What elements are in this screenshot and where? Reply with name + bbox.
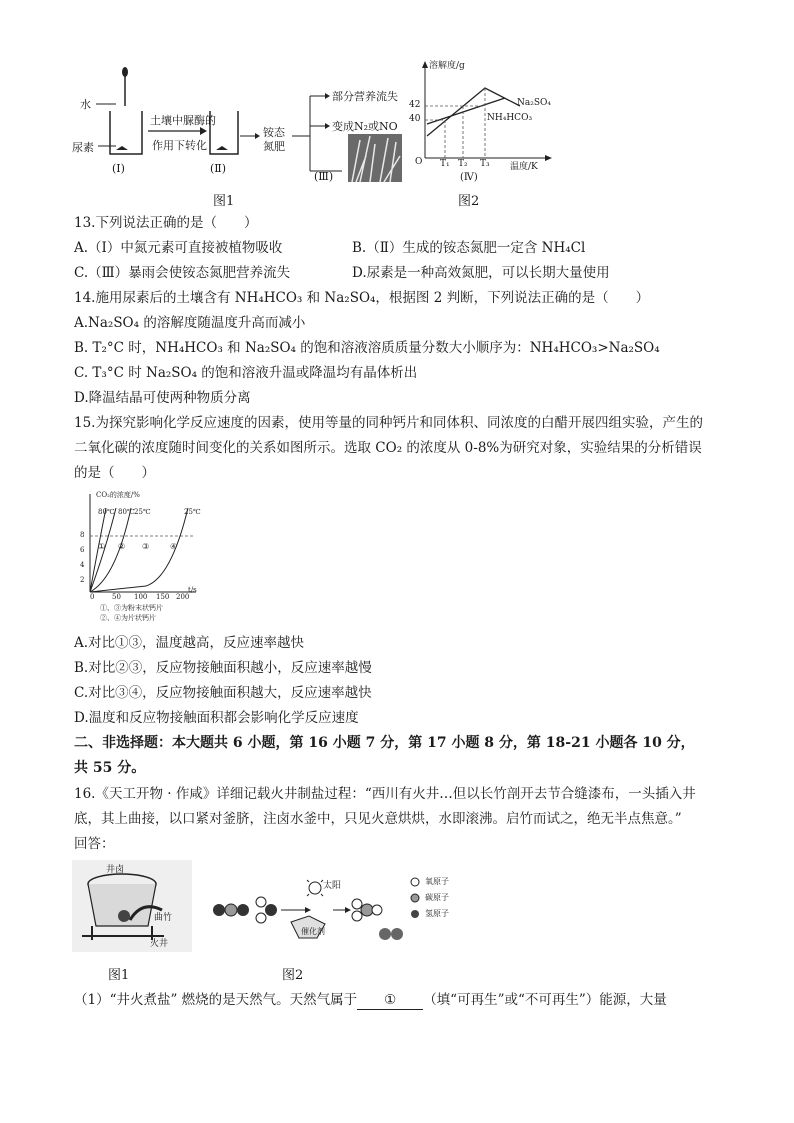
fire-well-drawing xyxy=(72,860,192,952)
fig2-xtick-t2: T₂ xyxy=(458,159,468,169)
q14-option-a: A.Na₂SO₄ 的溶解度随温度升高而减小 xyxy=(74,315,306,331)
q15-line-2: 二氧化碳的浓度随时间变化的关系如图所示。选取 CO₂ 的浓度从 0-8%为研究对象，实验结果的分析错误 xyxy=(74,440,702,456)
stage-1-label: (Ⅰ) xyxy=(112,162,125,175)
co2-curve-4: ④ xyxy=(170,542,178,551)
q13-option-d: D.尿素是一种高效氮肥，可以长期大量使用 xyxy=(352,265,610,281)
q15-line-1: 15.为探究影响化学反应速度的因素，使用等量的同种钙片和同体积、同浓度的白醋开展四组实验，产生的 xyxy=(74,415,703,431)
product-molecule-1 xyxy=(352,899,382,921)
fire-well-label-bamboo: 曲竹 xyxy=(154,913,173,923)
q16-sub-1-text-b: （填“可再生”或“不可再生”）能源，大量 xyxy=(423,992,667,1008)
q15-option-b: B.对比②③，反应物接触面积越小，反应速率越慢 xyxy=(74,660,372,676)
reactant-molecule-1 xyxy=(213,904,249,916)
co2-ytick-2: 2 xyxy=(80,576,85,584)
q13-option-a: A.（Ⅰ）中氮元素可直接被植物吸收 xyxy=(74,240,283,256)
co2-xtick-150: 150 xyxy=(156,593,170,601)
co2-temp-1: 80℃ xyxy=(98,508,115,516)
co2-curve-1: ① xyxy=(98,542,106,551)
fire-well-label-fire: 火井 xyxy=(150,939,169,949)
q13-stem: 13.下列说法正确的是（ ） xyxy=(74,215,258,231)
q14-option-c: C. T₃°C 时 Na₂SO₄ 的饱和溶液升温或降温均有晶体析出 xyxy=(74,365,418,381)
co2-curve-2: ② xyxy=(118,542,126,551)
sun-label: 太阳 xyxy=(323,881,342,891)
q16-sub-1 xyxy=(74,991,667,1010)
co2-xtick-100: 100 xyxy=(134,593,148,601)
co2-xtick-200: 200 xyxy=(176,593,190,601)
q16-figure-1-caption: 图1 xyxy=(108,968,130,983)
arrow-text-2: 作用下转化 xyxy=(152,139,207,152)
co2-xlabel: t/s xyxy=(188,586,197,594)
label-ammonium-2: 氮肥 xyxy=(263,140,285,153)
legend-hydrogen: 氢原子 xyxy=(425,909,449,918)
label-urea: 尿素 xyxy=(72,141,94,154)
q16-line-3: 回答： xyxy=(74,836,115,852)
section-2-heading-line-2: 共 55 分。 xyxy=(74,760,146,776)
fig2-xlabel: 温度/K xyxy=(510,162,538,172)
co2-temp-3: 25℃ xyxy=(134,508,151,516)
label-ammonium-1: 铵态 xyxy=(263,126,285,139)
fig2-series-nh4hco3: NH₄HCO₃ xyxy=(487,113,533,123)
co2-temp-2: 80℃ xyxy=(118,508,135,516)
stage-2-label: (Ⅱ) xyxy=(210,162,227,175)
fire-well-label-brine: 井卤 xyxy=(106,865,125,875)
q15-option-a: A.对比①③，温度越高，反应速率越快 xyxy=(74,635,305,651)
figure-1-process xyxy=(70,66,423,186)
fig2-series-na2so4: Na₂SO₄ xyxy=(517,98,552,108)
co2-xtick-0: 0 xyxy=(90,593,95,601)
legend-carbon: 碳原子 xyxy=(425,893,449,902)
label-branch-1: 部分营养流失 xyxy=(332,90,398,103)
legend-oxygen: 氧原子 xyxy=(425,877,449,886)
fig2-ylabel: 溶解度/g xyxy=(429,61,465,71)
figure-2-caption: 图2 xyxy=(458,194,480,209)
q14-stem: 14.施用尿素后的土壤含有 NH₄HCO₃ 和 Na₂SO₄，根据图 2 判断，下列说法正确的是（ ） xyxy=(74,290,650,306)
co2-ytick-4: 4 xyxy=(80,561,85,569)
figure-2-solubility-chart xyxy=(405,58,555,188)
fig2-xtick-t3: T₃ xyxy=(480,159,490,169)
co2-ytick-6: 6 xyxy=(80,546,85,554)
q16-sub-1-text-a: （1）“井火煮盐” 燃烧的是天然气。天然气属于 xyxy=(74,992,358,1008)
fig2-ytick-40: 40 xyxy=(409,114,421,124)
product-molecule-2 xyxy=(379,928,403,940)
fig2-stage-label: (Ⅳ) xyxy=(460,172,478,183)
co2-legend-2: ②、④为片状钙片 xyxy=(100,614,156,622)
co2-curve-3: ③ xyxy=(142,542,150,551)
q15-line-3: 的是（ ） xyxy=(74,465,155,481)
q13-option-c: C.（Ⅲ）暴雨会使铵态氮肥营养流失 xyxy=(74,265,291,281)
co2-ytick-8: 8 xyxy=(80,531,85,539)
arrow-text-1: 土壤中脲酶的 xyxy=(150,114,216,127)
co2-legend-1: ①、③为粉末状钙片 xyxy=(100,604,163,612)
fig2-xtick-t1: T₁ xyxy=(440,159,450,169)
q16-line-2: 底，其上曲接，以口紧对釜脐，注卤水釜中，只见火意烘烘，水即滚沸。启竹而试之，绝无半点焦意。” xyxy=(74,811,682,827)
co2-temp-4: 25℃ xyxy=(184,508,201,516)
q15-option-d: D.温度和反应物接触面积都会影响化学反应速度 xyxy=(74,710,359,726)
q16-figure-1-fire-well xyxy=(72,860,192,952)
answer-blank-1[interactable]: ① xyxy=(357,991,423,1010)
q14-option-b: B. T₂°C 时，NH₄HCO₃ 和 Na₂SO₄ 的饱和溶液溶质质量分数大小顺序为：NH₄HCO₃>Na₂SO₄ xyxy=(74,340,660,356)
fig2-ytick-42: 42 xyxy=(409,100,421,110)
q16-figure-2-caption: 图2 xyxy=(282,968,304,983)
q15-option-c: C.对比③④，反应物接触面积越大，反应速率越快 xyxy=(74,685,372,701)
reactant-molecule-2 xyxy=(256,897,277,923)
fig2-origin: O xyxy=(415,157,423,167)
label-water: 水 xyxy=(80,98,91,111)
co2-xtick-50: 50 xyxy=(112,593,121,601)
q15-co2-chart xyxy=(76,488,200,626)
label-branch-2: 变成N₂或NO xyxy=(332,120,398,133)
section-2-heading-line-1: 二、非选择题：本大题共 6 小题，第 16 小题 7 分，第 17 小题 8 分，第 18-21 小题各 10 分， xyxy=(74,735,695,751)
co2-ylabel: CO₂的浓度/% xyxy=(96,491,140,499)
catalyst-label: 催化剂 xyxy=(301,927,325,936)
q14-option-d: D.降温结晶可使两种物质分离 xyxy=(74,390,251,406)
q16-line-1: 16.《天工开物 · 作咸》详细记载火井制盐过程：“西川有火井…但以长竹剖开去节合缝漆布，一头插入井 xyxy=(74,786,696,802)
figure-1-caption: 图1 xyxy=(213,194,235,209)
stage-3-label: (Ⅲ) xyxy=(314,170,334,183)
q16-figure-2-molecules xyxy=(205,876,465,952)
q13-option-b: B.（Ⅱ）生成的铵态氮肥一定含 NH₄Cl xyxy=(352,240,586,256)
